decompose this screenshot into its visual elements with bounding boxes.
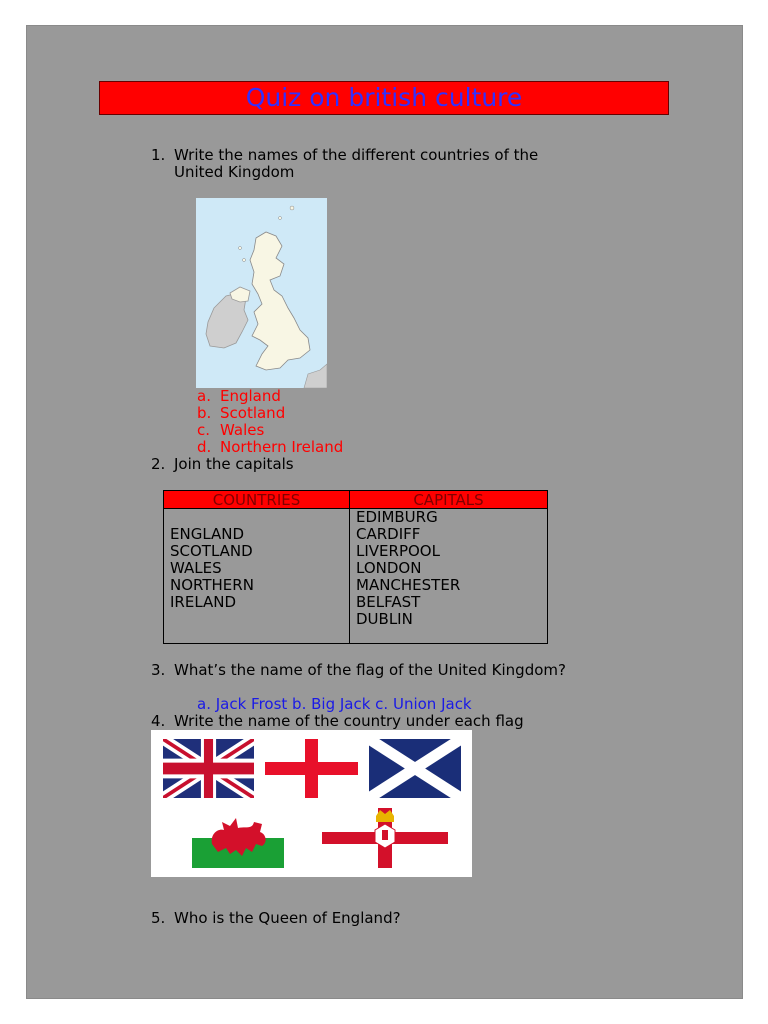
capital-item: BELFAST <box>356 593 421 611</box>
country-item: SCOTLAND <box>170 542 253 560</box>
question-4-number: 4. <box>151 712 166 730</box>
question-3-number: 3. <box>151 661 166 679</box>
question-3-options: a. Jack Frost b. Big Jack c. Union Jack <box>197 695 472 713</box>
capital-item: DUBLIN <box>356 610 413 628</box>
wales-flag-icon <box>192 808 284 868</box>
union-jack-flag-icon <box>163 739 254 798</box>
country-item: IRELAND <box>170 593 237 611</box>
capitals-table <box>163 490 548 644</box>
scotland-flag-icon <box>369 739 461 798</box>
country-item: NORTHERN <box>170 576 254 594</box>
question-4 <box>151 713 601 730</box>
countries-column <box>164 509 350 644</box>
question-5-text: Who is the Queen of England? <box>174 909 401 927</box>
question-2 <box>151 456 451 473</box>
england-flag-icon <box>265 739 358 798</box>
question-2-number: 2. <box>151 455 166 473</box>
uk-map-icon <box>196 198 327 388</box>
capitals-column <box>350 509 548 644</box>
question-1 <box>151 147 621 183</box>
answer-item: b. Scotland <box>197 404 286 422</box>
question-2-text: Join the capitals <box>174 455 294 473</box>
question-5 <box>151 910 551 927</box>
question-1-answers <box>197 388 343 456</box>
question-3-text: What’s the name of the flag of the United Kingdom? <box>174 661 566 679</box>
answer-item: d. Northern Ireland <box>197 438 344 456</box>
question-5-number: 5. <box>151 909 166 927</box>
question-3 <box>151 662 651 679</box>
uk-map-image <box>196 198 327 388</box>
capital-item: MANCHESTER <box>356 576 461 594</box>
capital-item: CARDIFF <box>356 525 421 543</box>
answer-item: c. Wales <box>197 421 265 439</box>
answer-item: a. England <box>197 387 281 405</box>
capital-item: LIVERPOOL <box>356 542 440 560</box>
country-item: ENGLAND <box>170 525 245 543</box>
capital-item: EDIMBURG <box>356 508 438 526</box>
question-1-text-line1: Write the names of the different countries of the <box>174 146 539 164</box>
question-1-text-line2: United Kingdom <box>174 163 295 181</box>
country-item: WALES <box>170 559 222 577</box>
question-1-number: 1. <box>151 146 166 164</box>
capitals-header: CAPITALS <box>350 491 548 509</box>
flags-image <box>151 730 472 877</box>
country-item <box>170 509 343 526</box>
quiz-title: Quiz on british culture <box>99 81 669 115</box>
question-4-text: Write the name of the country under each flag <box>174 712 524 730</box>
capital-item: LONDON <box>356 559 422 577</box>
countries-header: COUNTRIES <box>164 491 350 509</box>
northern-ireland-flag-icon <box>322 808 448 868</box>
